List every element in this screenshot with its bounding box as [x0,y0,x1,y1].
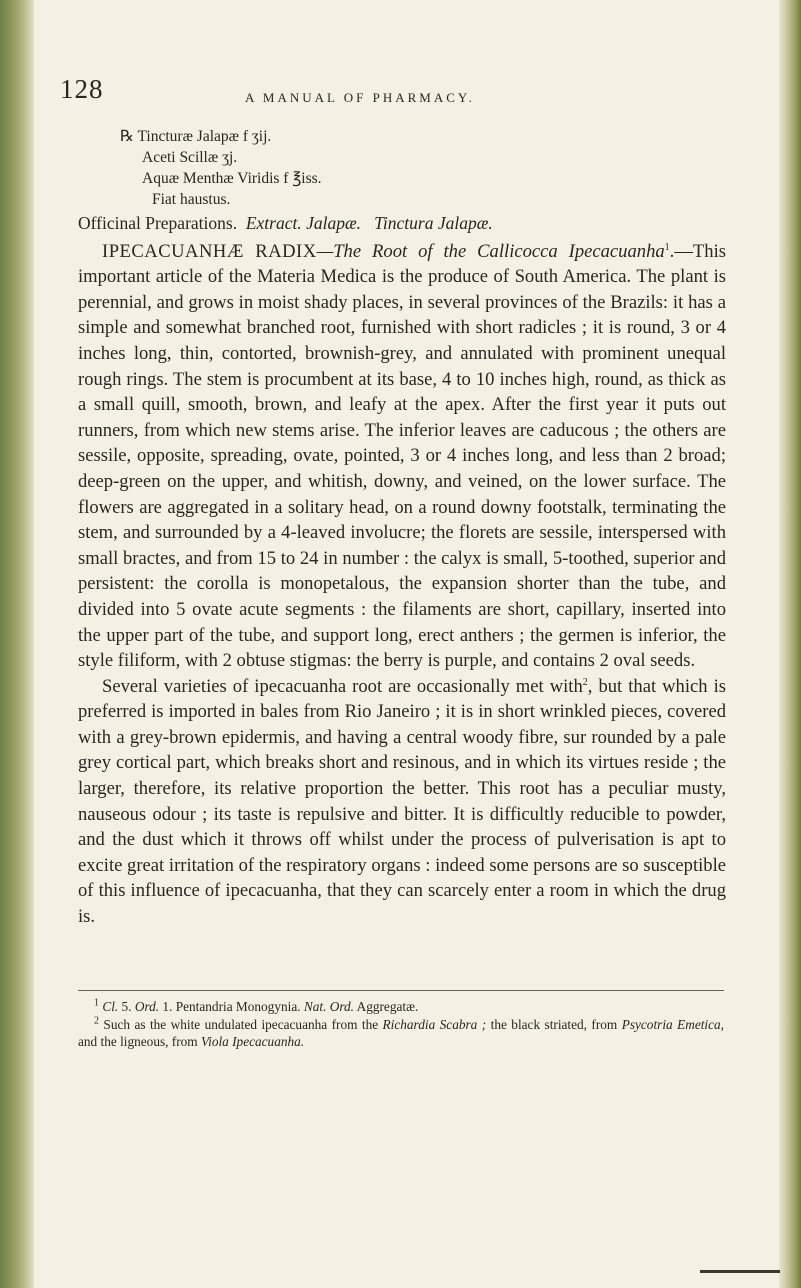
page-binding-edge-right [779,0,801,1288]
footnote-ref-1[interactable]: 1 [664,241,670,253]
officinal-preparations [78,211,726,237]
prescription-line-1: ℞ Tincturæ Jalapæ f ʒij. [120,128,272,145]
main-text [78,211,726,930]
footnote-mark: 2 [94,1015,99,1027]
prescription-line-3: Aquæ Menthæ Viridis f ℥iss. [142,170,322,187]
bottom-rule [700,1270,780,1273]
footnote-2 [78,1016,724,1051]
prescription-block [120,126,322,210]
officinal-label: Officinal Preparations. [78,213,238,233]
footnote-mark: 1 [94,997,99,1009]
footnote-text: and the ligneous, from [78,1034,201,1049]
footnote-text: 5. [118,999,135,1014]
article-heading: IPECACUANHÆ RADIX [102,240,317,262]
footnote-text: Such as the white undulated ipecacuanha from the [99,1016,383,1032]
prescription-line-2: Aceti Scillæ ʒj. [142,149,238,166]
footnote-text: the black striated, from [486,1016,622,1032]
footnote-italic: Richardia Scabra ; [382,1016,487,1032]
officinal-item: Extract. Jalapæ. [245,213,362,233]
footnote-italic: Ord. [134,999,160,1014]
prescription-line-4: Fiat haustus. [152,191,231,208]
footnote-italic: Psycotria Emetica, [621,1016,724,1032]
footnote-ref-2[interactable]: 2 [582,676,588,688]
footnote-italic: Nat. Ord. [303,999,355,1014]
page-number: 128 [60,74,104,104]
footnotes [78,998,724,1051]
footnote-divider [78,990,724,991]
article-subtitle: —The Root of the Callicocca Ipecacuanha [316,240,665,262]
footnote-text: Aggregatæ. [354,999,419,1014]
article-paragraph-2 [78,674,726,930]
footnote-text: 1. Pentandria Monogynia. [159,999,304,1014]
footnote-1 [78,998,724,1016]
running-title: A MANUAL OF PHARMACY. [245,90,475,105]
page-binding-edge-left [0,0,34,1288]
paragraph-text: .—This important article of the Materia Medica is the produce of South America. The plant is perennial, and grows in moist shady places, in several provinces of the Brazils: it has a simple and somewhat branched root, furnished with short radicles ; it is round, 3 or 4 inches long, thin, contorted, brownish-grey, and annulated with prominent unequal rough rings. The stem is procumbent at its base, 4 to 10 inches high, round, as thick as a small quill, smooth, brown, and leafy at the apex. After the first year it puts out runners, from which new stems arise. The inferior leaves are caducous ; the others are sessile, opposite, spreading, ovate, pointed, 3 or 4 inches long, and less than 2 broad; deep-green on the upper, and whitish, downy, and veined, on the lower surface. The flowers are aggregated in a solitary head, on a round downy footstalk, terminating the stem, and surrounded by a 4-leaved involucre; the florets are sessile, interspersed with small bractes, and from 15 to 24 in number : the calyx is small, 5-toothed, superior and persistent: the corolla is monopetalous, the expansion shorter than the tube, and divided into 5 ovate acute segments : the filaments are short, capillary, inserted into the upper part of the tube, and support long, erect anthers ; the germen is inferior, the style filiform, with 2 obtuse stigmas: the berry is purple, and contains 2 oval seeds. [78,240,726,672]
footnote-italic: Viola Ipecacuanha. [200,1034,305,1049]
article-paragraph-1 [78,239,726,674]
paragraph-text: Several varieties of ipecacuanha root are occasionally met with [102,675,583,697]
footnote-italic: Cl. [102,999,119,1014]
paragraph-text: , but that which is preferred is imported in bales from Rio Janeiro ; it is in short wrinkled pieces, covered with a grey-brown epidermis, and having a central woody fibre, sur rounded by a pale grey cortical part, which breaks short and resinous, and in which its virtues reside ; the larger, therefore, its relative proportion the better. This root has a peculiar musty, nauseous odour ; its taste is repulsive and bitter. It is difficultly reducible to powder, and the dust which it throws off whilst under the process of pulverisation is apt to excite great irritation of the respiratory organs : indeed some persons are so susceptible of this influence of ipecacuanha, that they can scarcely enter a room in which the drug is. [78,675,726,928]
officinal-item: Tinctura Jalapæ. [374,213,493,233]
